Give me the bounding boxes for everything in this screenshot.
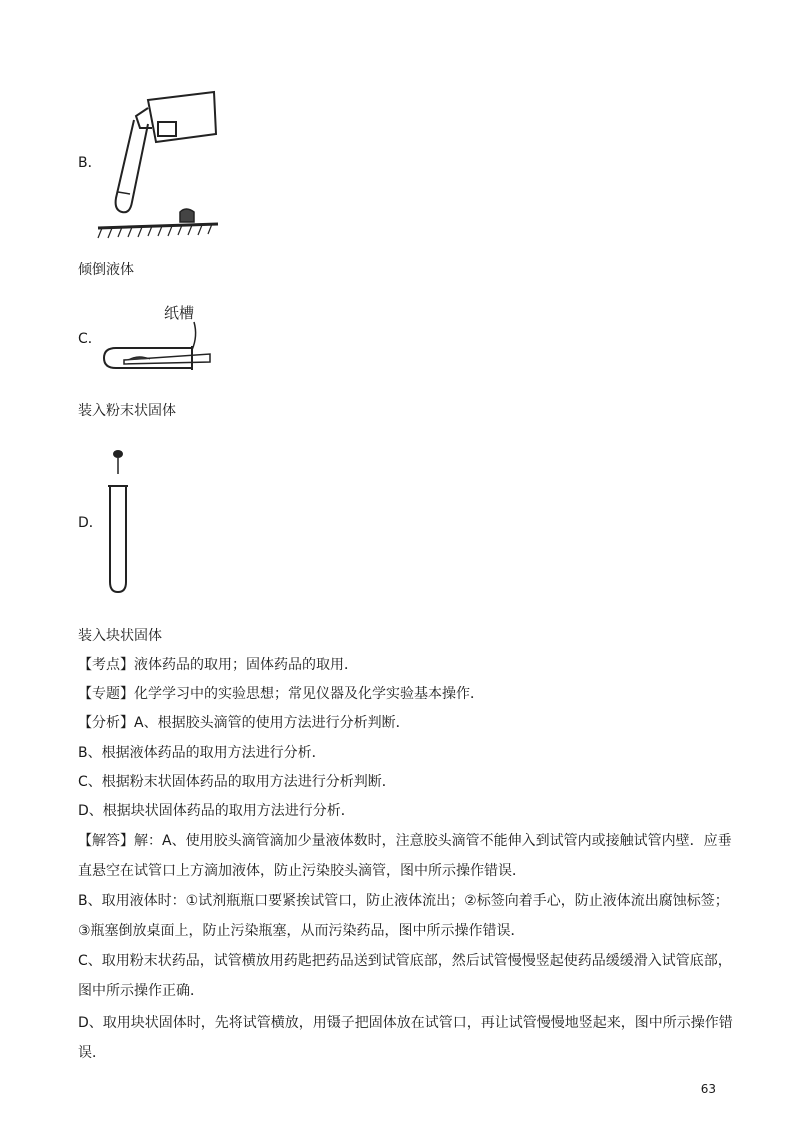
option-c-letter: C． [78,331,102,347]
solid-block [113,450,123,458]
fenxi-line: 【分析】A、根据胶头滴管的使用方法进行分析判断． [78,715,410,731]
solid-loading-figure [100,446,136,596]
page-number: 63 [700,1082,716,1096]
jieda-b-paragraph: B、取用液体时：①试剂瓶瓶口要紧挨试管口，防止液体流出；②标签向着手心，防止液体流出腐蚀标签；③瓶塞倒放桌面上，防止污染瓶塞，从而污染药品，图中所示操作错误． [78,893,729,939]
test-tube [116,120,148,212]
option-b-caption: 倾倒液体 [78,262,134,278]
option-b-letter: B． [78,155,102,171]
jieda-d-paragraph: D、取用块状固体时，先将试管横放，用镊子把固体放在试管口，再让试管慢慢地竖起来，图中所示操作错误． [78,1015,733,1061]
jieda-c-paragraph: C、取用粉末状药品，试管横放用药匙把药品送到试管底部，然后试管慢慢竖起使药品缓缓滑入试管底部，图中所示操作正确． [78,953,732,999]
bottle-label [158,122,176,136]
kaodian-line: 【考点】液体药品的取用；固体药品的取用． [78,657,358,673]
option-d-caption: 装入块状固体 [78,628,162,644]
powder-loading-figure [98,296,216,376]
label-pointer [192,322,196,350]
jieda-a-paragraph: 【解答】解：A、使用胶头滴管滴加少量液体数时，注意胶头滴管不能伸入到试管内或接触试管内壁．应垂直悬空在试管口上方滴加液体，防止污染胶头滴管，图中所示操作错误． [78,833,732,879]
zhuanti-line: 【专题】化学学习中的实验思想；常见仪器及化学实验基本操作． [78,686,484,702]
paper-trough-label: 纸槽 [164,304,195,322]
table-surface [98,224,218,228]
option-c-caption: 装入粉末状固体 [78,403,176,419]
liquid-level [118,192,130,194]
fenxi-d-line: D、根据块状固体药品的取用方法进行分析． [78,803,355,819]
pouring-liquid-figure [96,88,220,240]
option-d-letter: D． [78,515,103,531]
stopper [180,209,194,222]
fenxi-b-line: B、根据液体药品的取用方法进行分析． [78,745,326,761]
vertical-test-tube [110,486,126,592]
fenxi-c-line: C、根据粉末状固体药品的取用方法进行分析判断． [78,774,396,790]
